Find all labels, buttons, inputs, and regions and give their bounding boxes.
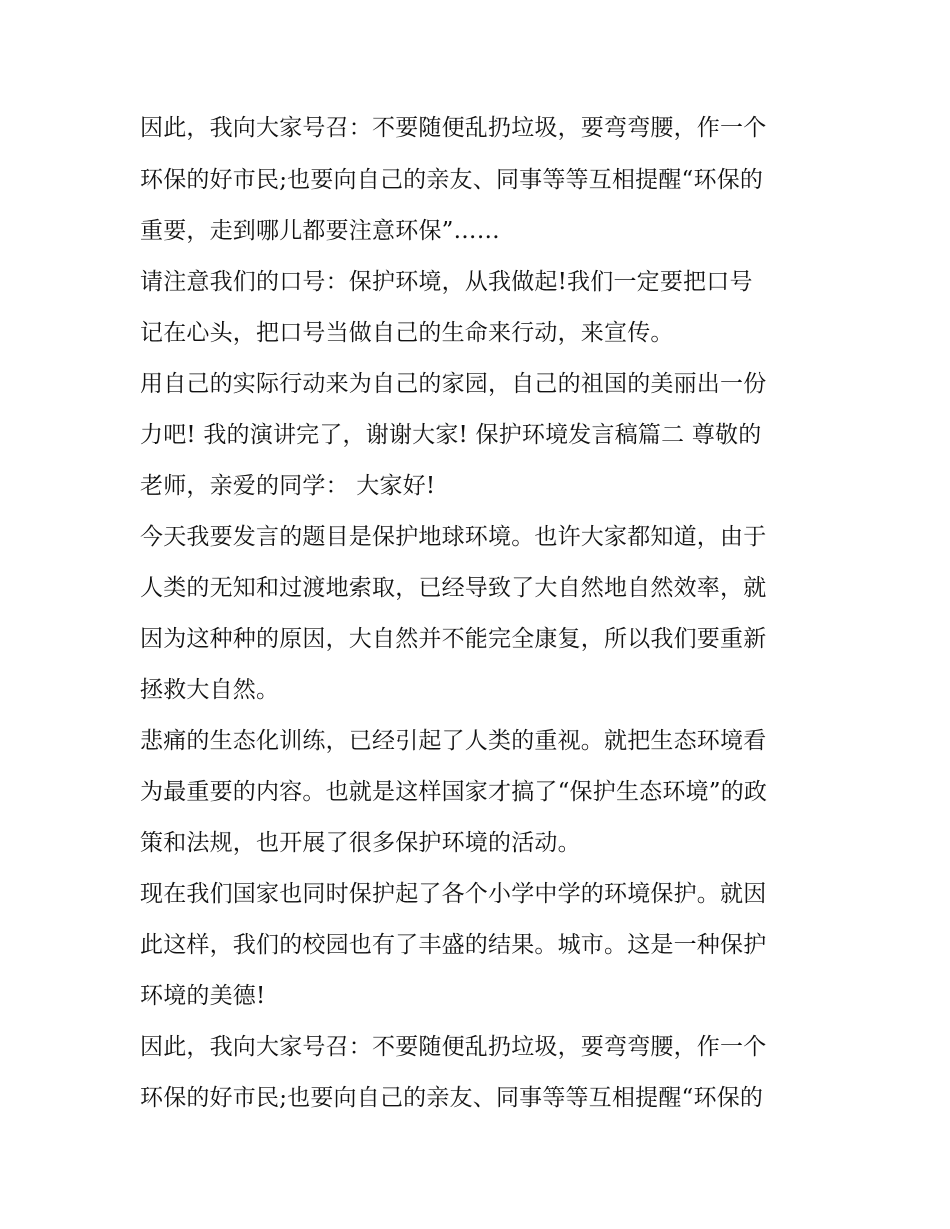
- text-line: 策和法规，也开展了很多保护环境的活动。: [140, 830, 581, 856]
- text-line: 拯救大自然。: [140, 677, 280, 703]
- text-line: 环保的好市民;也要向自己的亲友、同事等等互相提醒“环保的: [140, 1085, 764, 1111]
- text-line: 重要，走到哪儿都要注意环保”……: [140, 218, 500, 244]
- text-line: 因此，我向大家号召：不要随便乱扔垃圾，要弯弯腰，作一个: [140, 115, 767, 141]
- text-line: 悲痛的生态化训练，已经引起了人类的重视。就把生态环境看: [140, 728, 767, 754]
- text-line: 请注意我们的口号：保护环境，从我做起!我们一定要把口号: [140, 269, 753, 295]
- text-line: 现在我们国家也同时保护起了各个小学中学的环境保护。就因: [140, 881, 767, 907]
- text-line: 老师，亲爱的同学： 大家好!: [140, 473, 436, 499]
- text-line: 今天我要发言的题目是保护地球环境。也许大家都知道，由于: [140, 524, 767, 550]
- text-line: 记在心头，把口号当做自己的生命来行动，来宣传。: [140, 320, 674, 346]
- text-line: 力吧! 我的演讲完了，谢谢大家! 保护环境发言稿篇二 尊敬的: [140, 422, 762, 448]
- text-line: 为最重要的内容。也就是这样国家才搞了“保护生态环境”的政: [140, 779, 768, 805]
- text-line: 用自己的实际行动来为自己的家园，自己的祖国的美丽出一份: [140, 371, 767, 397]
- text-line: 因为这种种的原因，大自然并不能完全康复，所以我们要重新: [140, 626, 767, 652]
- text-line: 环保的好市民;也要向自己的亲友、同事等等互相提醒“环保的: [140, 167, 764, 193]
- text-line: 此这样，我们的校园也有了丰盛的结果。城市。这是一种保护: [140, 932, 767, 958]
- text-line: 环境的美德!: [140, 983, 266, 1009]
- text-line: 因此，我向大家号召：不要随便乱扔垃圾，要弯弯腰，作一个: [140, 1034, 767, 1060]
- text-line: 人类的无知和过渡地索取，已经导致了大自然地自然效率，就: [140, 575, 767, 601]
